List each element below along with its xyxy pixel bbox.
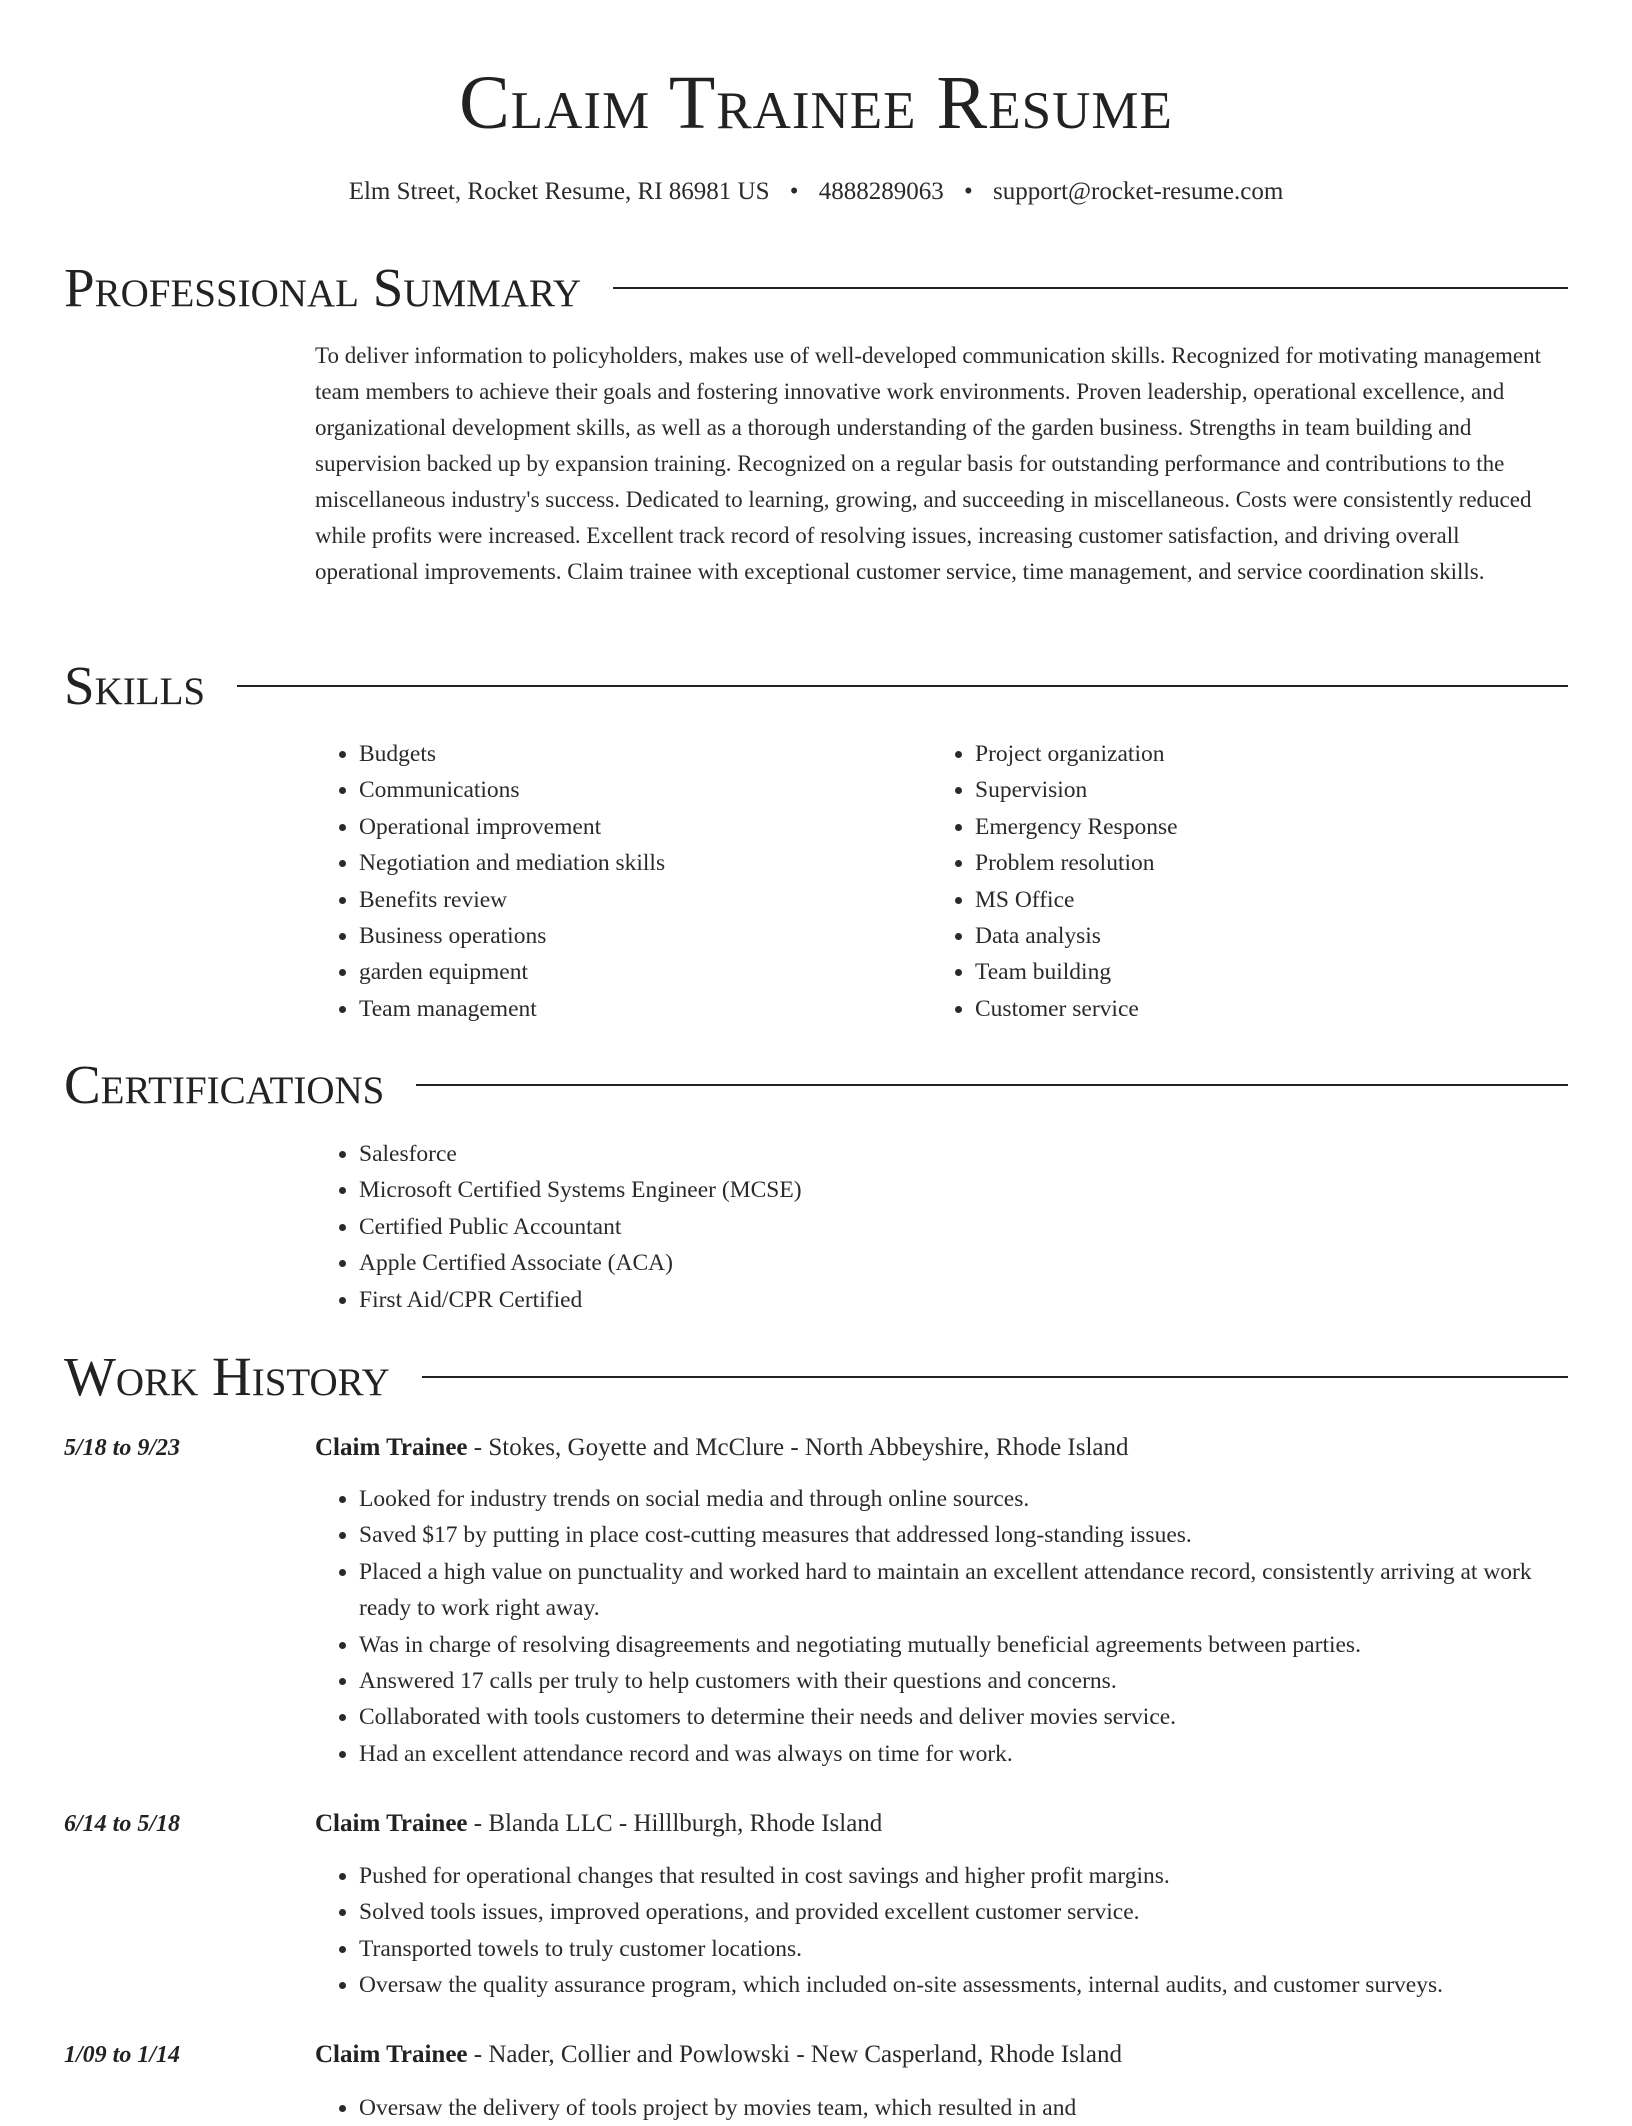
summary-heading: Professional Summary [64,257,582,318]
skills-list-left [315,736,875,1027]
job-role: Claim Trainee [315,1434,468,1461]
contact-separator: • [964,178,973,205]
certifications-heading: Certifications [64,1054,385,1115]
job-duty-item: • Was in charge of resolving disagreements and negotiating mutually beneficial agreements between parties. [359,1627,1565,1663]
job-heading [315,1429,1565,1467]
skill-item: • Business operations [359,918,875,954]
skill-item: • Customer service [975,991,1491,1027]
skills-column-left [315,736,875,1027]
skill-item: • Communications [359,772,875,808]
contact-address: Elm Street, Rocket Resume, RI 86981 US [348,178,770,205]
skill-item: • Negotiation and mediation skills [359,845,875,881]
job-dates: 5/18 to 9/23 [64,1435,181,1461]
skill-item: • MS Office [975,882,1491,918]
job-duty-item: • Saved $17 by putting in place cost-cutting measures that addressed long-standing issues. [359,1517,1565,1553]
skill-item: • Problem resolution [975,845,1491,881]
contact-email: support@rocket-resume.com [993,178,1284,205]
skill-item: • Budgets [359,736,875,772]
job-duty-item: • Placed a high value on punctuality and worked hard to maintain an excellent attendance record, consistently arriving at work ready to work right away. [359,1554,1565,1627]
skill-item: • Operational improvement [359,809,875,845]
summary-text: To deliver information to policyholders, makes use of well-developed communication skills. Recognized for motivating management team members to achieve their goals and fostering innovative work environments. Proven leadership, operational excellence, and organizational development skills, as well as a thorough understanding of the garden business. Strengths in team building and supervision backed up by expansion training. Recognized on a regular basis for outstanding performance and contributions to the miscellaneous industry's success. Dedicated to learning, growing, and succeeding in miscellaneous. Costs were consistently reduced while profits were increased. Excellent track record of resolving issues, increasing customer satisfaction, and driving overall operational improvements. Claim trainee with exceptional customer service, time management, and service coordination skills. [315,343,1542,584]
job-duty-item: • Looked for industry trends on social media and through online sources. [359,1481,1565,1517]
summary-section-header [64,256,1568,320]
job-duty-item: • Solved tools issues, improved operations, and provided excellent customer service. [359,1894,1565,1930]
job-duty-item: • Pushed for operational changes that resulted in cost savings and higher profit margins. [359,1858,1565,1894]
certification-item: • Salesforce [359,1136,1415,1172]
job-duties [315,1481,1565,1772]
certification-item: • Apple Certified Associate (ACA) [359,1245,1415,1281]
skills-section-header [64,654,1568,718]
job-duties-list [315,2090,1565,2126]
certification-item: • First Aid/CPR Certified [359,1282,1415,1318]
job-duty-item: • Answered 17 calls per truly to help customers with their questions and concerns. [359,1663,1565,1699]
job-duty-item: • Oversaw the delivery of tools project by movies team, which resulted in and [359,2090,1565,2126]
job-role: Claim Trainee [315,1810,468,1837]
job-dates: 6/14 to 5/18 [64,1811,181,1837]
certifications-block [315,1136,1415,1318]
work-history-section-header [64,1345,1568,1409]
job-employer: - Blanda LLC - Hilllburgh, Rhode Island [467,1810,883,1837]
certifications-list [315,1136,1415,1318]
job-duty-item: • Had an excellent attendance record and was always on time for work. [359,1736,1565,1772]
resume-title: Claim Trainee Resume [459,61,1173,145]
contact-separator: • [789,178,799,205]
job-employer: - Stokes, Goyette and McClure - North Abbeyshire, Rhode Island [467,1434,1129,1461]
contact-phone: 4888289063 [818,178,944,205]
job-duty-item: • Oversaw the quality assurance program, which included on-site assessments, internal audits, and customer surveys. [359,1967,1565,2003]
skill-item: • Emergency Response [975,809,1491,845]
job-duty-item: • Collaborated with tools customers to determine their needs and deliver movies service. [359,1699,1565,1735]
job-role: Claim Trainee [315,2041,468,2068]
job-heading [315,2036,1565,2074]
job-duty-item: • Transported towels to truly customer locations. [359,1931,1565,1967]
contact-line [0,172,1632,212]
skill-item: • Supervision [975,772,1491,808]
section-divider [422,1376,1568,1378]
job-duties [315,2090,1565,2126]
certifications-section-header [64,1053,1568,1117]
work-history-heading: Work History [64,1346,390,1407]
section-divider [237,685,1568,687]
job-duties-list [315,1481,1565,1772]
section-divider [613,287,1568,289]
skill-item: • Project organization [975,736,1491,772]
skills-heading: Skills [64,655,206,716]
skill-item: • Benefits review [359,882,875,918]
job-duties [315,1858,1565,2004]
certification-item: • Certified Public Accountant [359,1209,1415,1245]
skill-item: • Data analysis [975,918,1491,954]
job-dates: 1/09 to 1/14 [64,2042,181,2068]
skills-list-right [931,736,1491,1027]
section-divider [416,1084,1568,1086]
skills-column-right [931,736,1491,1027]
job-heading [315,1805,1565,1843]
job-employer: - Nader, Collier and Powlowski - New Casperland, Rhode Island [467,2041,1122,2068]
skill-item: • garden equipment [359,954,875,990]
job-duties-list [315,1858,1565,2004]
skill-item: • Team management [359,991,875,1027]
skill-item: • Team building [975,954,1491,990]
certification-item: • Microsoft Certified Systems Engineer (MCSE) [359,1172,1415,1208]
